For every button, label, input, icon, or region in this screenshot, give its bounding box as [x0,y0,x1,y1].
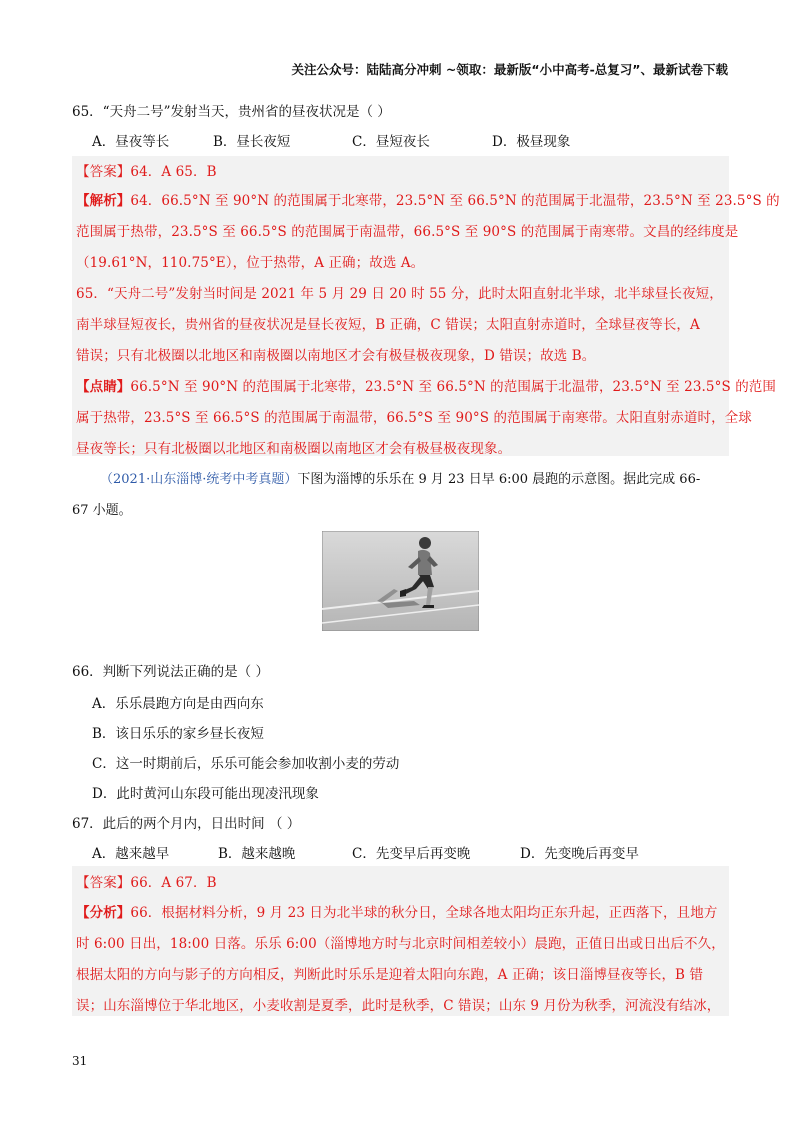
material-text-2: 67 小题。 [72,503,132,518]
question-67-stem: 67．此后的两个月内，日出时间 （ ） [72,816,301,832]
q67-option-c: C．先变早后再变晚 [352,846,471,862]
q65-option-a: A．昼夜等长 [92,134,170,150]
q65-option-d: D．极昼现象 [492,134,571,150]
q66-option-c: C．这一时期前后，乐乐可能会参加收割小麦的劳动 [92,756,400,772]
explain-line-2: 时 6:00 日出，18:00 日落。乐乐 6:00（淄博地方时与北京时间相差较小）晨跑，正值日出或日出后不久， [76,936,725,952]
q66-option-a: A．乐乐晨跑方向是由西向东 [92,696,264,712]
explain-line-1 [76,901,717,921]
q67-option-d: D．先变晚后再变早 [520,846,639,862]
material-source: （2021·山东淄博·统考中考真题） [100,472,298,487]
tip-line-3: 昼夜等长；只有北极圈以北地区和南极圈以南地区才会有极昼极夜现象。 [76,441,512,457]
analysis-line-2: 范围属于热带，23.5°S 至 66.5°S 的范围属于南温带，66.5°S 至 90°S 的范围属于南寒带。文昌的经纬度是 [76,224,739,240]
tip-tag: 【点睛】 [76,379,131,395]
analysis-line-1 [76,189,780,209]
q65-option-b: B．昼长夜短 [213,134,291,150]
q66-option-d: D．此时黄河山东段可能出现凌汛现象 [92,786,319,802]
explain-tag: 【分析】 [76,905,131,921]
material-intro [100,468,700,487]
analysis-line-3: （19.61°N，110.75°E），位于热带，A 正确；故选 A。 [76,255,425,271]
q65-option-c: C．昼短夜长 [352,134,430,150]
analysis-line-4: 65．“天舟二号”发射当时间是 2021 年 5 月 29 日 20 时 55 分，此时太阳直射北半球，北半球昼长夜短， [76,286,723,302]
tip-line-1 [76,375,776,395]
runner-illustration [322,531,479,631]
explain-text-1: 66．根据材料分析，9 月 23 日为北半球的秋分日，全球各地太阳均正东升起，正西落下，且地方 [130,905,718,921]
q66-option-b: B．该日乐乐的家乡昼长夜短 [92,726,264,742]
tip-line-2: 属于热带，23.5°S 至 66.5°S 的范围属于南温带，66.5°S 至 90°S 的范围属于南寒带。太阳直射赤道时，全球 [76,410,752,426]
answer-64-65: 【答案】64．A 65．B [76,164,217,180]
explain-line-3: 根据太阳的方向与影子的方向相反，判断此时乐乐是迎着太阳向东跑，A 正确；该日淄博昼夜等长，B 错 [76,967,704,983]
analysis-text-1: 64．66.5°N 至 90°N 的范围属于北寒带，23.5°N 至 66.5°N 的范围属于北温带，23.5°N 至 23.5°S 的 [130,193,780,209]
q67-option-a: A．越来越早 [92,846,170,862]
page-number: 31 [72,1054,88,1068]
question-66-stem: 66．判断下列说法正确的是（ ） [72,664,269,680]
q67-option-b: B．越来越晚 [218,846,296,862]
page-header: 关注公众号：陆陆高分冲刺 ~领取：最新版“小中高考-总复习”、最新试卷下载 [291,62,728,77]
runner-figure [322,531,479,631]
material-text-1: 下图为淄博的乐乐在 9 月 23 日早 6:00 晨跑的示意图。据此完成 66- [297,472,701,487]
analysis-line-6: 错误；只有北极圈以北地区和南极圈以南地区才会有极昼极夜现象，D 错误；故选 B。 [76,348,596,364]
analysis-line-5: 南半球昼短夜长，贵州省的昼夜状况是昼长夜短，B 正确，C 错误；太阳直射赤道时，全球昼夜等长，A [76,317,700,333]
question-65-stem: 65．“天舟二号”发射当天，贵州省的昼夜状况是（ ） [72,104,391,120]
analysis-tag: 【解析】 [76,193,131,209]
answer-66-67: 【答案】66．A 67．B [76,875,217,891]
tip-text-1: 66.5°N 至 90°N 的范围属于北寒带，23.5°N 至 66.5°N 的范围属于北温带，23.5°N 至 23.5°S 的范围 [130,379,777,395]
explain-line-4: 误；山东淄博位于华北地区，小麦收割是夏季，此时是秋季，C 错误；山东 9 月份为秋季，河流没有结冰， [76,998,721,1014]
